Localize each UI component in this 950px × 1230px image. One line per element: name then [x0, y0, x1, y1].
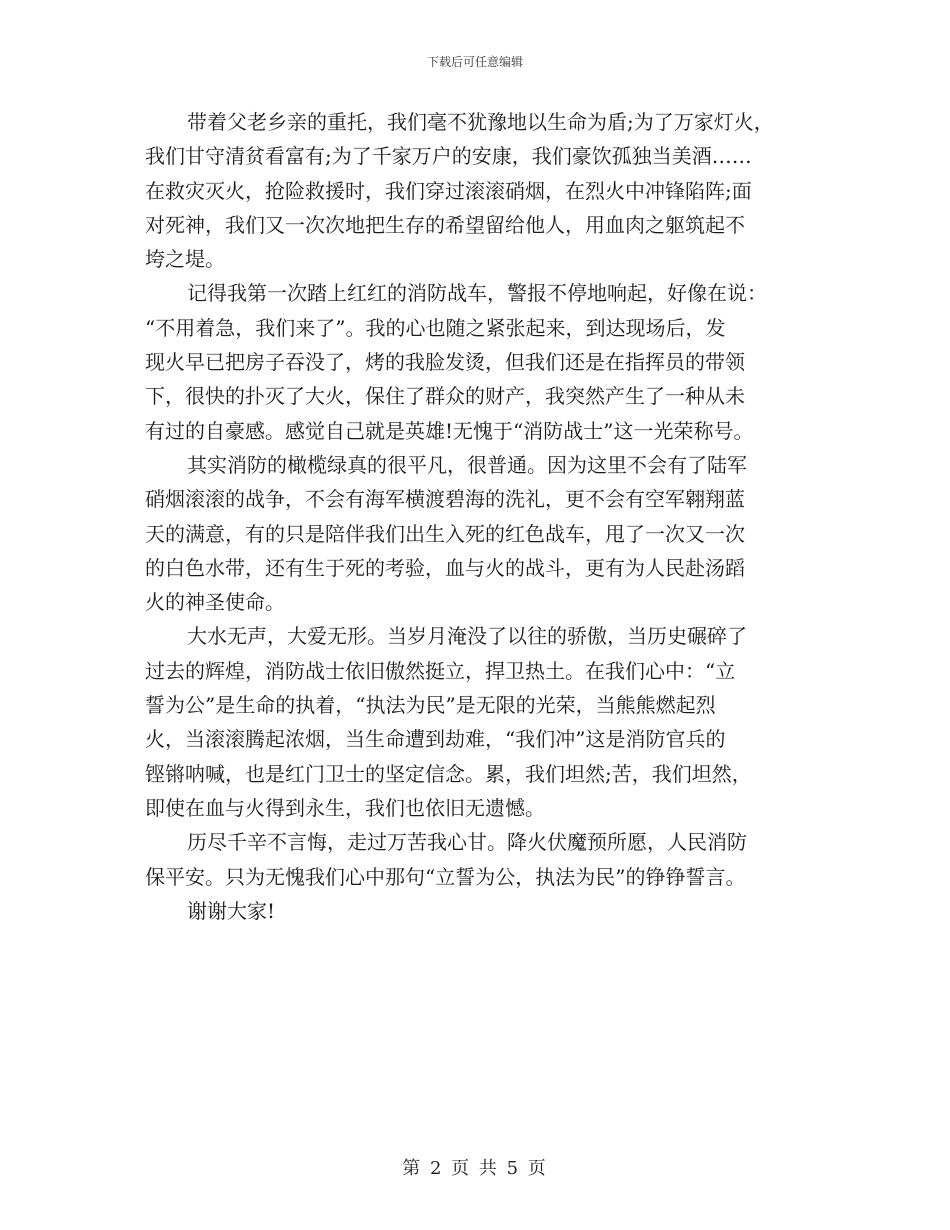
- paragraph: [145, 448, 810, 619]
- text-line: 过去的辉煌，消防战士依旧傲然挺立，捍卫热土。在我们心中：“立: [145, 658, 736, 683]
- text-line: 我们甘守清贫看富有;为了千家万户的安康，我们豪饮孤独当美酒……: [145, 144, 752, 169]
- text-line: 天的满意，有的只是陪伴我们出生入死的红色战车，甩了一次又一次: [145, 521, 745, 546]
- text-line: 大水无声，大爱无形。当岁月淹没了以往的骄傲，当历史碾碎了: [187, 624, 747, 649]
- text-line: 保平安。只为无愧我们心中那句“立誓为公，执法为民”的铮铮誓言。: [145, 864, 746, 889]
- text-line: 火的神圣使命。: [145, 590, 285, 615]
- text-line: 在救灾灭火，抢险救援时，我们穿过滚滚硝烟，在烈火中冲锋陷阵;面: [145, 178, 752, 203]
- text-line: 的白色水带，还有生于死的考验，血与火的战斗，更有为人民赴汤蹈: [145, 555, 745, 580]
- page-header-note: 下载后可任意编辑: [426, 55, 523, 69]
- text-line: 硝烟滚滚的战争，不会有海军横渡碧海的洗礼，更不会有空军翱翔蓝: [145, 487, 745, 512]
- text-line: 其实消防的橄榄绿真的很平凡，很普通。因为这里不会有了陆军: [187, 452, 747, 477]
- text-line: 对死神，我们又一次次地把生存的希望留给他人，用血肉之躯筑起不: [145, 212, 745, 237]
- text-line: 现火早已把房子吞没了，烤的我脸发烫，但我们还是在指挥员的带领: [145, 350, 745, 375]
- document-body: [145, 105, 810, 928]
- text-line: 即使在血与火得到永生，我们也依旧无遗憾。: [145, 795, 545, 820]
- text-line: 铿锵呐喊，也是红门卫士的坚定信念。累，我们坦然;苦，我们坦然，: [145, 761, 752, 786]
- paragraph: [145, 105, 810, 276]
- text-line: 有过的自豪感。感觉自己就是英雄!无愧于“消防战士”这一光荣称号。: [145, 418, 754, 443]
- text-line: 誓为公”是生命的执着，“执法为民”是无限的光荣，当熊熊燃起烈: [145, 693, 716, 718]
- text-line: 谢谢大家!: [187, 898, 276, 923]
- paragraph: [145, 825, 810, 894]
- page-number: 第 2 页 共 5 页: [402, 1158, 548, 1179]
- text-line: 带着父老乡亲的重托，我们毫不犹豫地以生命为盾;为了万家灯火，: [187, 110, 774, 134]
- text-line: 垮之堤。: [145, 247, 225, 272]
- paragraph: [145, 619, 810, 825]
- text-line: 下，很快的扑灭了大火，保住了群众的财产，我突然产生了一种从未: [145, 384, 745, 409]
- paragraph: [145, 276, 810, 447]
- text-line: 历尽千辛不言悔，走过万苦我心甘。降火伏魔预所愿，人民消防: [187, 830, 747, 855]
- text-line: “不用着急，我们来了”。我的心也随之紧张起来，到达现场后，发: [145, 315, 726, 340]
- paragraph: [145, 894, 810, 928]
- text-line: 火，当滚滚腾起浓烟，当生命遭到劫难，“我们冲”这是消防官兵的: [145, 727, 726, 752]
- text-line: 记得我第一次踏上红红的消防战车，警报不停地响起，好像在说：: [187, 281, 767, 306]
